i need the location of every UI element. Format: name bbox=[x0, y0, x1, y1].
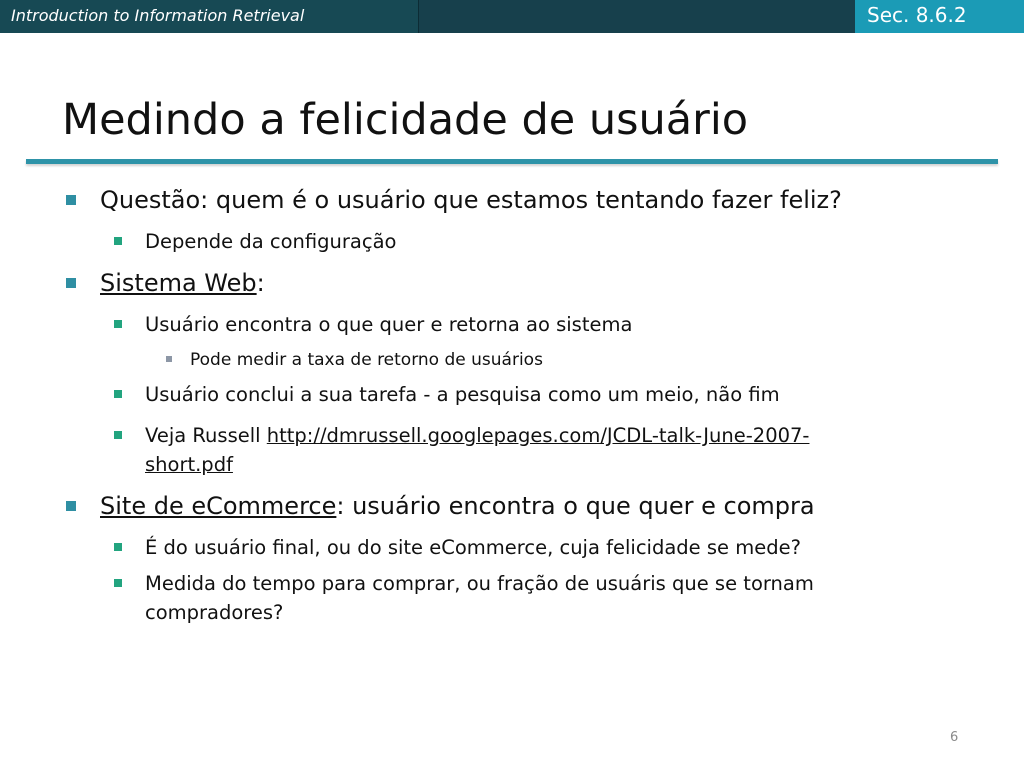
bullet-web-system bbox=[100, 269, 265, 298]
course-title: Introduction to Information Retrieval bbox=[11, 6, 305, 25]
bullet-marker-icon bbox=[114, 579, 122, 587]
russell-link-continued bbox=[145, 452, 233, 478]
web-system-colon: : bbox=[256, 269, 265, 297]
bullet-marker-icon bbox=[114, 237, 122, 245]
russell-link[interactable]: http://dmrussell.googlepages.com/JCDL-talk-June-2007- bbox=[266, 424, 810, 447]
bullet-russell bbox=[145, 423, 809, 449]
bullet-return-rate: Pode medir a taxa de retorno de usuários bbox=[190, 350, 543, 370]
slide-title: Medindo a felicidade de usuário bbox=[62, 95, 749, 145]
bullet-marker-icon bbox=[166, 356, 172, 362]
bullet-depends-config: Depende da configuração bbox=[145, 230, 397, 253]
bullet-question: Questão: quem é o usuário que estamos tentando fazer feliz? bbox=[100, 186, 842, 214]
bullet-task-completion: Usuário conclui a sua tarefa - a pesquisa como um meio, não fim bbox=[145, 383, 780, 406]
web-system-link[interactable]: Sistema Web bbox=[100, 269, 257, 297]
bullet-marker-icon bbox=[66, 501, 76, 511]
bullet-time-to-buy-continued: compradores? bbox=[145, 601, 284, 624]
ecommerce-link[interactable]: Site de eCommerce bbox=[100, 492, 337, 520]
bullet-ecommerce bbox=[100, 492, 815, 521]
russell-prefix: Veja Russell bbox=[145, 424, 267, 447]
bullet-marker-icon bbox=[114, 543, 122, 551]
bullet-user-returns: Usuário encontra o que quer e retorna ao sistema bbox=[145, 313, 633, 336]
bullet-whose-happiness: É do usuário final, ou do site eCommerce, cuja felicidade se mede? bbox=[145, 536, 801, 559]
bullet-marker-icon bbox=[66, 195, 76, 205]
russell-link-end[interactable]: short.pdf bbox=[145, 453, 233, 476]
bullet-marker-icon bbox=[114, 320, 122, 328]
slide-number: 6 bbox=[950, 730, 959, 745]
ecommerce-rest: : usuário encontra o que quer e compra bbox=[336, 492, 815, 520]
bullet-marker-icon bbox=[114, 431, 122, 439]
section-tag: Sec. 8.6.2 bbox=[867, 3, 967, 27]
bullet-marker-icon bbox=[114, 390, 122, 398]
bullet-marker-icon bbox=[66, 278, 76, 288]
bullet-time-to-buy: Medida do tempo para comprar, ou fração de usuáris que se tornam bbox=[145, 572, 814, 595]
